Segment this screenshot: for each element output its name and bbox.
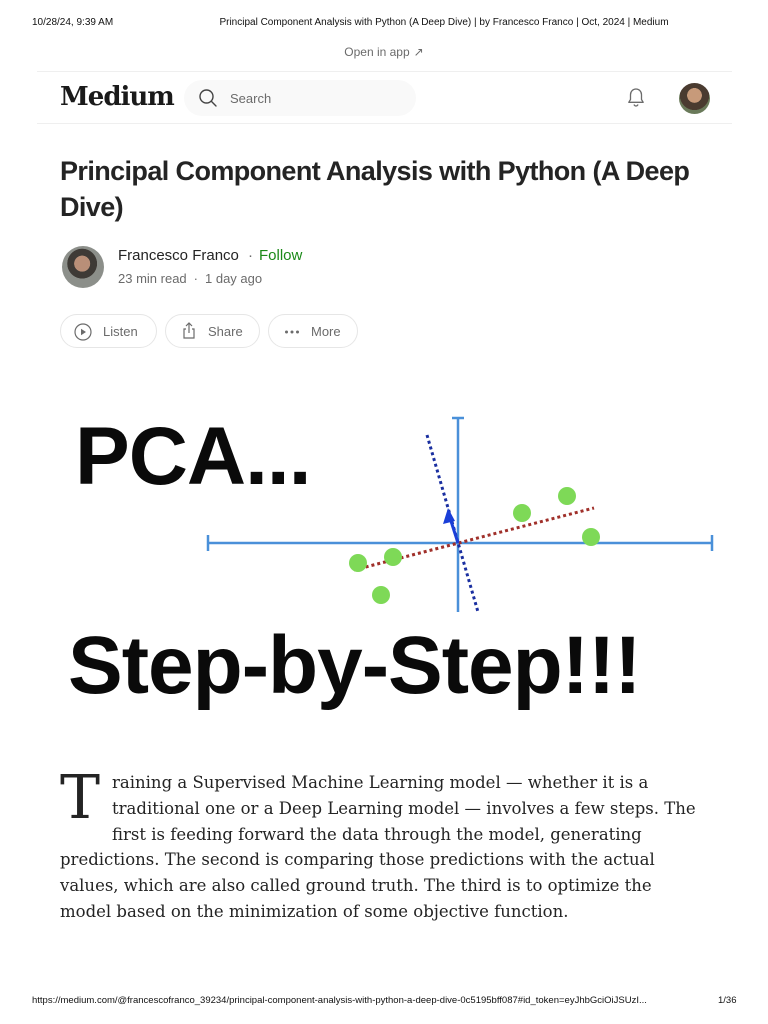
more-label: More	[311, 324, 341, 339]
data-point	[349, 554, 367, 572]
nav-divider	[37, 123, 732, 124]
share-button[interactable]	[165, 314, 260, 348]
separator-dot: ·	[193, 271, 198, 286]
hero-image	[60, 400, 720, 730]
search-bar[interactable]	[184, 80, 416, 116]
bell-icon[interactable]	[624, 86, 648, 115]
external-arrow-icon: ↗	[413, 45, 424, 59]
search-icon	[198, 88, 218, 113]
print-header	[0, 17, 768, 31]
follow-button[interactable]: Follow	[259, 247, 303, 264]
data-point	[558, 487, 576, 505]
listen-button[interactable]	[60, 314, 157, 348]
data-point	[582, 528, 600, 546]
user-avatar[interactable]	[679, 83, 710, 114]
separator-dot: ·	[248, 247, 253, 264]
more-button[interactable]	[268, 314, 358, 348]
read-time: 23 min read	[118, 271, 187, 286]
medium-logo[interactable]: Medium	[60, 82, 174, 112]
data-point	[372, 586, 390, 604]
author-avatar[interactable]	[62, 246, 104, 288]
play-icon	[74, 323, 92, 344]
data-point	[513, 504, 531, 522]
print-page-number: 1/36	[718, 995, 737, 1006]
share-label: Share	[208, 324, 243, 339]
publish-date: 1 day ago	[205, 271, 263, 286]
article-meta	[118, 271, 262, 286]
search-input[interactable]	[230, 89, 400, 107]
paragraph-text: raining a Supervised Machine Learning model — whether it is a traditional one or a Deep Learning model — involves a few steps. The first is feeding forward the data through the model, generating predictions. The second is comparing those predictions with the actual values, which are also called ground truth. The third is to optimize the model based on the minimization of some objective function.	[60, 773, 696, 921]
open-in-app-link[interactable]	[0, 45, 768, 59]
article-paragraph	[60, 763, 700, 925]
data-point	[384, 548, 402, 566]
article-title: Principal Component Analysis with Python (A Deep Dive)	[60, 156, 690, 222]
top-divider	[37, 71, 732, 72]
author-name[interactable]: Francesco Franco	[118, 247, 239, 264]
more-icon	[283, 323, 301, 344]
hero-text-pca: PCA...	[75, 411, 311, 502]
share-icon	[179, 321, 199, 344]
hero-text-step: Step-by-Step!!!	[68, 620, 641, 711]
print-footer	[0, 995, 768, 1009]
print-datetime: 10/28/24, 9:39 AM	[32, 17, 114, 28]
print-url: https://medium.com/@francescofranco_39234/principal-component-analysis-with-python-a-deep-dive-0c5195bff087#id_token=eyJhbGciOiJSUzI...	[32, 995, 647, 1006]
listen-label: Listen	[103, 324, 138, 339]
drop-cap: T	[60, 763, 101, 833]
open-in-app-label: Open in app	[344, 45, 410, 59]
print-page-title: Principal Component Analysis with Python (A Deep Dive) | by Francesco Franco | Oct, 2024 | Medium	[219, 17, 669, 28]
